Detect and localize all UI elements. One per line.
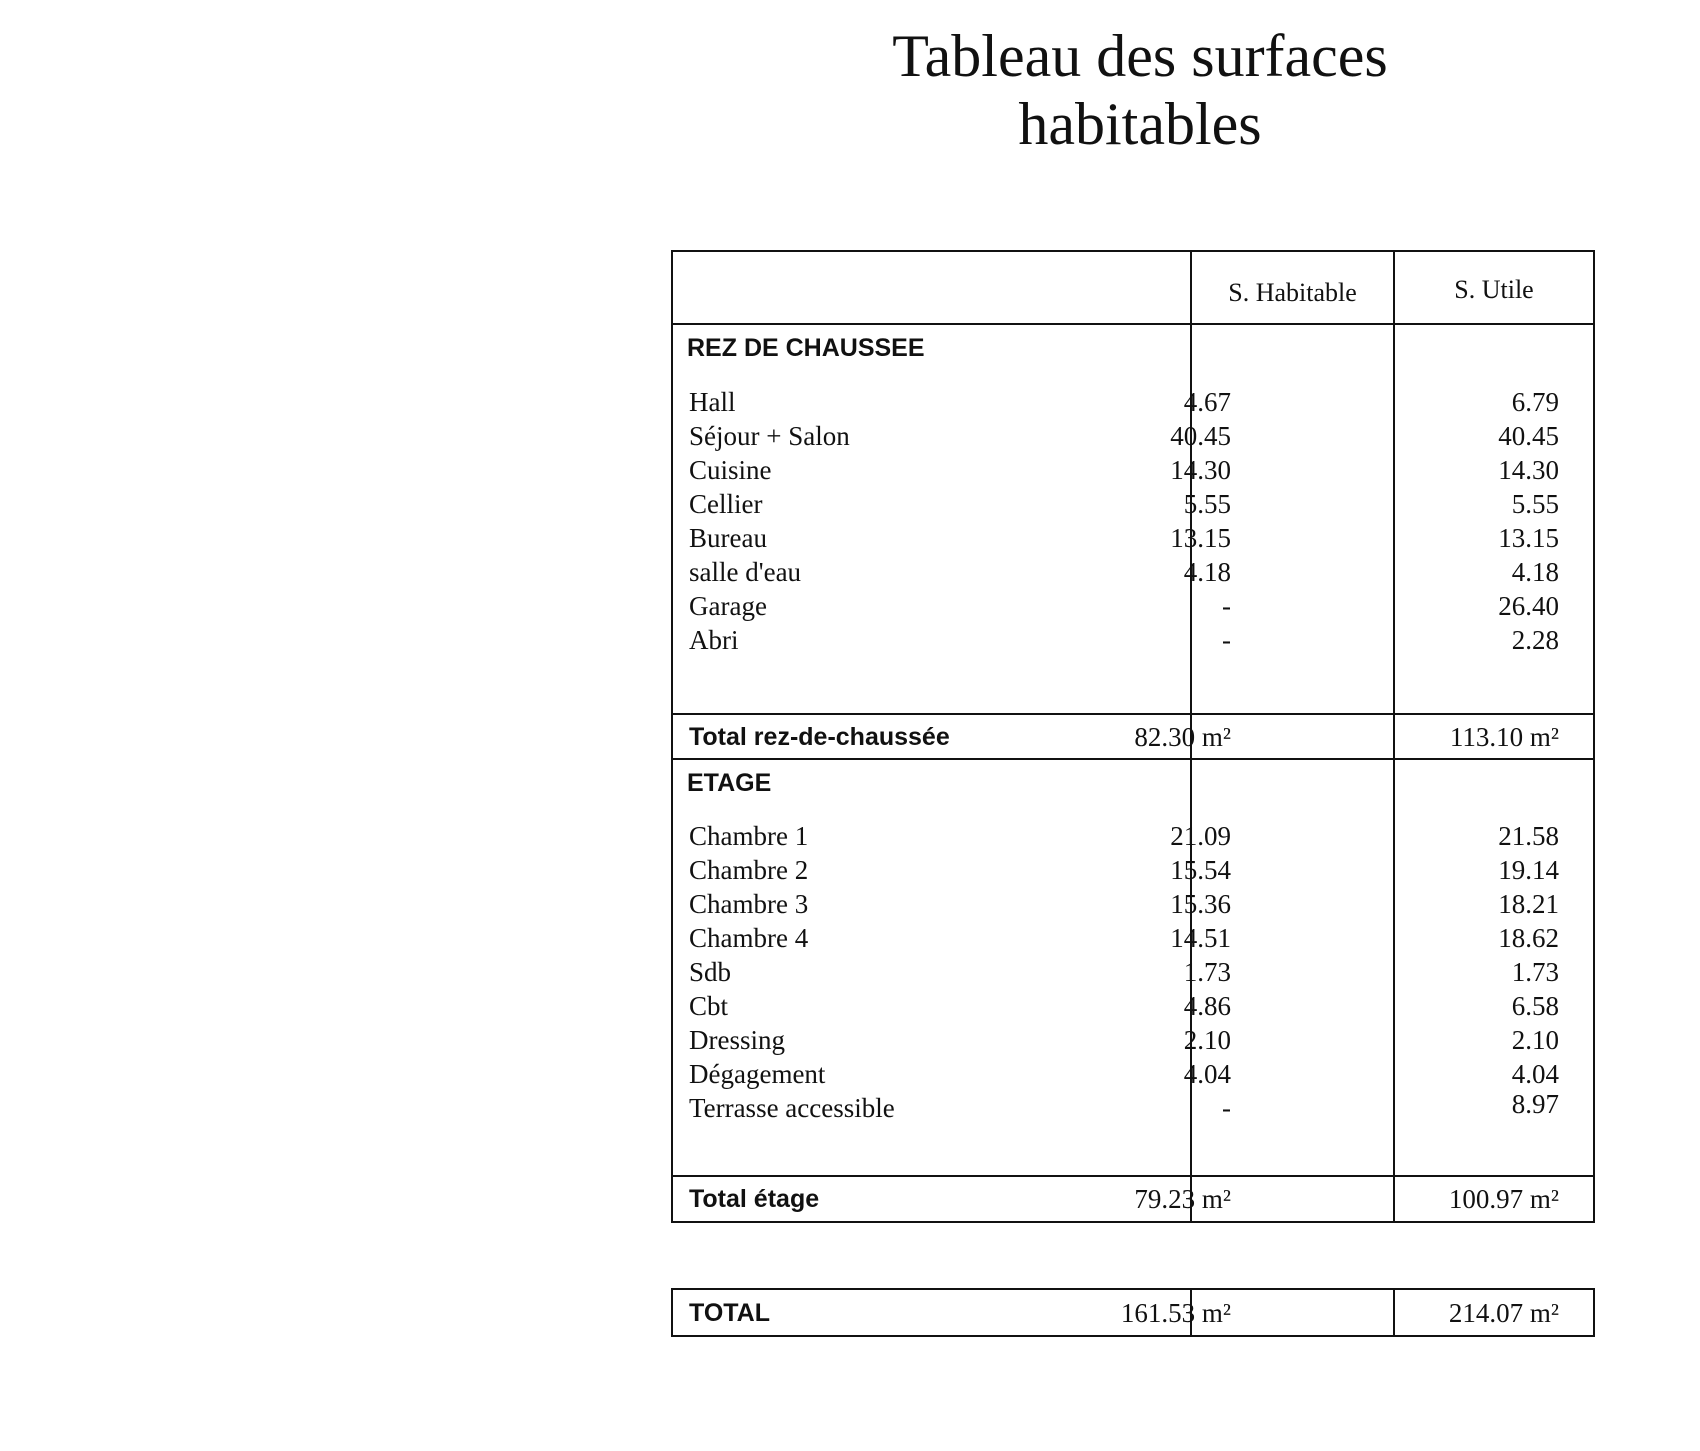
row-habitable: - (1222, 591, 1231, 621)
row-utile: 4.18 (1511, 557, 1559, 587)
grand-total-utile: 214.07 m² (1448, 1298, 1559, 1328)
section-title-rez: REZ DE CHAUSSEE (687, 334, 925, 362)
row-habitable: 14.30 (1170, 455, 1231, 485)
page-title (760, 22, 1520, 158)
column-divider (1393, 252, 1395, 1221)
surfaces-table (671, 250, 1595, 1223)
row-habitable: 21.09 (1170, 821, 1231, 851)
row-habitable: - (1222, 625, 1231, 655)
total-rez-top-divider (673, 713, 1593, 715)
row-label: Garage (689, 591, 767, 621)
row-utile: 19.14 (1498, 855, 1559, 885)
row-utile: 5.55 (1511, 489, 1559, 519)
row-label: Terrasse accessible (689, 1093, 895, 1123)
page-title-line-1: Tableau des surfaces (892, 23, 1388, 89)
row-label: Bureau (689, 523, 767, 553)
total-rez-habitable: 82.30 m² (1134, 722, 1231, 752)
section-title-etage: ETAGE (687, 769, 772, 797)
row-utile: 14.30 (1498, 455, 1559, 485)
row-utile: 26.40 (1498, 591, 1559, 621)
row-habitable: - (1222, 1093, 1231, 1123)
row-habitable: 1.73 (1183, 957, 1231, 987)
row-label: Dressing (689, 1025, 785, 1055)
row-habitable: 4.04 (1183, 1059, 1231, 1089)
row-habitable: 4.18 (1183, 557, 1231, 587)
row-label: Cuisine (689, 455, 772, 485)
row-utile: 1.73 (1511, 957, 1559, 987)
header-divider (673, 323, 1593, 325)
row-habitable: 40.45 (1170, 421, 1231, 451)
page-title-line-2: habitables (1018, 91, 1262, 157)
row-utile: 6.58 (1511, 991, 1559, 1021)
row-label: Chambre 4 (689, 923, 809, 953)
row-label: Sdb (689, 957, 732, 987)
row-habitable: 15.36 (1170, 889, 1231, 919)
row-habitable: 13.15 (1170, 523, 1231, 553)
row-label: Chambre 3 (689, 889, 809, 919)
header-habitable: S. Habitable (1228, 278, 1357, 307)
row-utile: 13.15 (1498, 523, 1559, 553)
total-rez-utile: 113.10 m² (1449, 722, 1559, 752)
row-utile: 2.28 (1511, 625, 1559, 655)
row-utile: 4.04 (1511, 1059, 1559, 1089)
row-habitable: 14.51 (1170, 923, 1231, 953)
grand-total-label: TOTAL (689, 1299, 771, 1327)
total-rez-bottom-divider (673, 758, 1593, 760)
grand-total-habitable: 161.53 m² (1120, 1298, 1231, 1328)
row-utile: 40.45 (1498, 421, 1559, 451)
row-utile: 2.10 (1511, 1025, 1559, 1055)
row-utile: 18.62 (1498, 923, 1559, 953)
row-label: Hall (689, 387, 736, 417)
row-label: Abri (689, 625, 739, 655)
row-utile: 21.58 (1498, 821, 1559, 851)
row-label: Dégagement (689, 1059, 826, 1089)
total-etage-label: Total étage (689, 1185, 820, 1213)
total-rez-label: Total rez-de-chaussée (689, 723, 950, 751)
row-label: salle d'eau (689, 557, 802, 587)
row-habitable: 5.55 (1183, 489, 1231, 519)
row-habitable: 15.54 (1170, 855, 1231, 885)
row-label: Cbt (689, 991, 729, 1021)
row-utile: 8.97 (1511, 1089, 1559, 1119)
row-label: Cellier (689, 489, 763, 519)
row-utile: 6.79 (1511, 387, 1559, 417)
row-label: Séjour + Salon (689, 421, 850, 451)
row-habitable: 2.10 (1183, 1025, 1231, 1055)
header-utile: S. Utile (1454, 275, 1534, 304)
row-habitable: 4.67 (1183, 387, 1231, 417)
total-etage-habitable: 79.23 m² (1134, 1184, 1231, 1214)
row-label: Chambre 2 (689, 855, 809, 885)
row-label: Chambre 1 (689, 821, 809, 851)
column-divider (1393, 1290, 1395, 1335)
grand-total-table (671, 1288, 1595, 1337)
row-habitable: 4.86 (1183, 991, 1231, 1021)
row-utile: 18.21 (1498, 889, 1559, 919)
total-etage-utile: 100.97 m² (1448, 1184, 1559, 1214)
total-etage-top-divider (673, 1175, 1593, 1177)
